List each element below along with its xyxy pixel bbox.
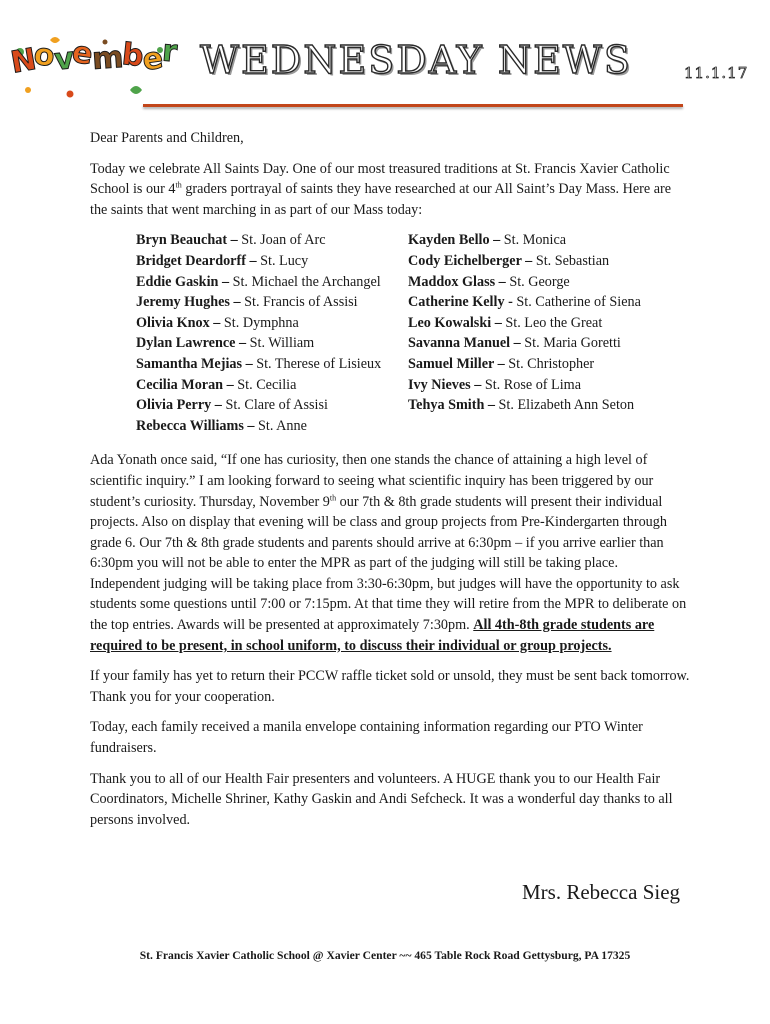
saint-name: St. Monica (503, 232, 567, 249)
student-name: Rebecca Williams (136, 417, 244, 434)
saint-entry (408, 375, 641, 396)
saint-entry (408, 333, 641, 354)
saint-name: St. George (509, 273, 570, 290)
separator: – (229, 294, 245, 311)
intro-text-cont: graders portrayal of saints they have researched at our All Saint’s Day Mass. Here are the saints that went marching in as part of our Mass today: (90, 181, 672, 218)
saint-name: St. Francis of Assisi (244, 294, 358, 311)
greeting: Dear Parents and Children, (90, 130, 244, 146)
saints-list (136, 230, 690, 436)
saint-name: St. Lucy (260, 252, 309, 269)
issue-date: 11.1.17 (684, 64, 749, 82)
saints-column-right (408, 230, 641, 436)
student-name: Samantha Mejias (136, 355, 243, 372)
november-logo (10, 32, 185, 102)
saint-entry (408, 292, 641, 313)
separator: – (510, 335, 525, 352)
saint-entry (408, 251, 641, 272)
saint-entry (408, 395, 641, 416)
saint-entry (136, 354, 408, 375)
student-name: Cody Eichelberger (408, 252, 522, 269)
saint-name: St. Sebastian (535, 252, 610, 269)
student-name: Eddie Gaskin (136, 273, 219, 290)
saints-column-left (136, 230, 408, 436)
saint-name: St. Therese of Lisieux (256, 355, 382, 372)
separator: – (211, 397, 226, 414)
separator: – (223, 376, 238, 393)
saint-name: St. Joan of Arc (241, 232, 326, 249)
student-name: Bridget Deardorff (136, 252, 246, 269)
student-name: Bryn Beauchat (136, 232, 228, 249)
separator: – (521, 252, 536, 269)
student-name: Kayden Bello (408, 232, 490, 249)
header-rule (143, 104, 683, 107)
saint-entry (136, 416, 408, 437)
saint-name: St. Rose of Lima (484, 376, 581, 393)
intro-paragraph (90, 159, 690, 221)
raffle-paragraph: If your family has yet to return their PCCW raffle ticket sold or unsold, they must be sent back tomorrow. Thank you for your cooperation. (90, 668, 690, 705)
saint-entry (136, 313, 408, 334)
student-name: Jeremy Hughes (136, 294, 230, 311)
separator: – (245, 252, 261, 269)
student-name: Ivy Nieves (408, 376, 471, 393)
separator: – (242, 355, 257, 372)
student-name: Leo Kowalski (408, 314, 492, 331)
logo-letters: November (8, 33, 178, 81)
saint-entry (408, 272, 641, 293)
science-text-cont: our 7th & 8th grade students will present their individual projects. Also on display that evening will be class and group projects from Pre-Kindergarten through grade 6. Our 7th & 8th grade students and parents should arrive at 6:30pm – if you arrive earlier than 6:30pm you will not be able to enter the MPR as part of the judging will still be taking place. Independent judging will be taking place from 3:30-6:30pm, but judges will have the opportunity to ask students some questions until 7:00 or 7:15pm. At that time they will retire from the MPR to deliberate on the top entries. Awards will be presented at approximately 7:30pm. (90, 493, 687, 634)
science-emphasis: All 4th-8th grade students are required to be present, in school uniform, to discuss their individual or group projects. (90, 617, 655, 654)
saint-name: St. Catherine of Siena (516, 294, 641, 311)
separator: - (504, 294, 517, 311)
science-text: Ada Yonath once said, “If one has curiosity, then one stands the chance of attaining a high level of scientific inquiry.” I am looking forward to seeing what scientific inquiry has been triggered by our student’s curiosity. Thursday, November 9 (90, 452, 654, 510)
student-name: Tehya Smith (408, 397, 485, 414)
separator: – (243, 417, 259, 434)
student-name: Olivia Perry (136, 397, 212, 414)
separator: – (489, 232, 504, 249)
saint-entry (136, 292, 408, 313)
saint-name: St. William (249, 335, 315, 352)
saint-entry (408, 230, 641, 251)
saint-name: St. Anne (258, 417, 307, 434)
intro-text: Today we celebrate All Saints Day. One of our most treasured traditions at St. Francis Xavier Catholic School is our 4 (90, 160, 670, 198)
signature: Mrs. Rebecca Sieg (522, 880, 681, 904)
masthead-title: WEDNESDAY NEWS (200, 38, 632, 82)
saint-entry (136, 375, 408, 396)
saint-name: St. Michael the Archangel (232, 273, 381, 290)
saint-entry (136, 251, 408, 272)
separator: – (218, 273, 233, 290)
student-name: Dylan Lawrence (136, 335, 236, 352)
saint-name: St. Leo the Great (505, 314, 603, 331)
envelope-paragraph: Today, each family received a manila envelope containing information regarding our PTO Winter fundraisers. (90, 719, 643, 757)
saint-name: St. Elizabeth Ann Seton (498, 397, 635, 414)
saint-name: St. Maria Goretti (524, 335, 621, 352)
student-name: Olivia Knox (136, 314, 210, 331)
student-name: Cecilia Moran (136, 376, 224, 393)
health-fair-paragraph: Thank you to all of our Health Fair presenters and volunteers. A HUGE thank you to our Health Fair Coordinators, Michelle Shriner, Kathy Gaskin and Andi Sefcheck. It was a wonderful day thanks to all persons involved. (90, 770, 673, 828)
ordinal-suffix: th (329, 492, 337, 502)
student-name: Maddox Glass (408, 273, 496, 290)
saint-entry (136, 230, 408, 251)
saint-entry (136, 395, 408, 416)
saint-entry (408, 313, 641, 334)
footer-address: St. Francis Xavier Catholic School @ Xavier Center ~~ 465 Table Rock Road Gettysburg, PA 17325 (139, 949, 631, 962)
science-fair-paragraph (90, 450, 690, 656)
separator: – (484, 397, 499, 414)
saint-name: St. Cecilia (237, 376, 297, 393)
student-name: Catherine Kelly (408, 294, 505, 311)
saint-entry (408, 354, 641, 375)
saint-name: St. Dymphna (223, 314, 299, 331)
separator: – (209, 314, 224, 331)
separator: – (227, 232, 242, 249)
student-name: Samuel Miller (408, 355, 495, 372)
ordinal-suffix: th (175, 180, 182, 190)
saint-entry (136, 333, 408, 354)
saint-name: St. Christopher (508, 355, 595, 372)
saint-name: St. Clare of Assisi (225, 397, 328, 414)
separator: – (491, 314, 506, 331)
separator: – (470, 376, 485, 393)
student-name: Savanna Manuel (408, 335, 511, 352)
saint-entry (136, 272, 408, 293)
separator: – (495, 273, 510, 290)
separator: – (235, 335, 250, 352)
letter-body (90, 128, 690, 840)
separator: – (494, 355, 509, 372)
